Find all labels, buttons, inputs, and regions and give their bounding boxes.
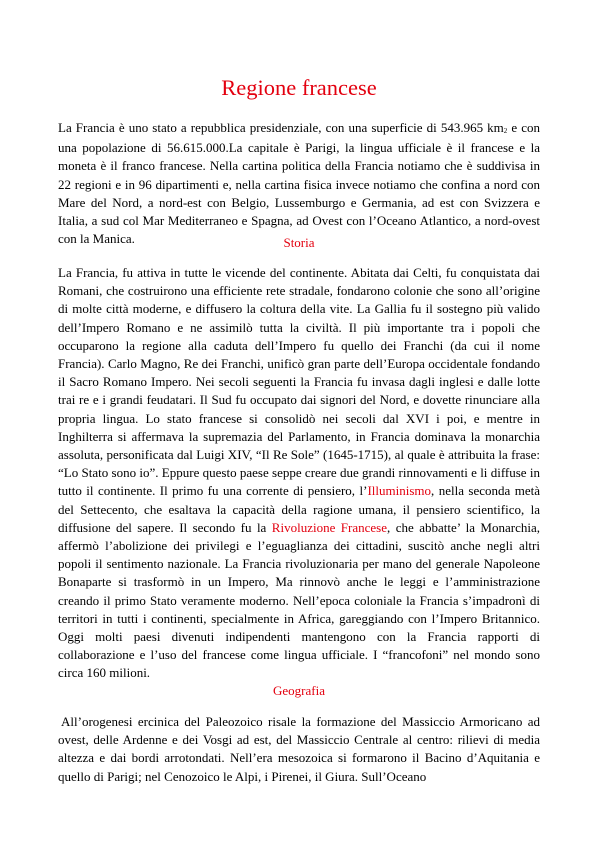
- storia-paragraph: [58, 264, 540, 683]
- intro-text-b: e con una popolazione di 56.615.000.La capitale è Parigi, la lingua ufficiale è il francese e la moneta è il franco francese. Nella cartina politica della Francia notiamo che è suddivisa in 22 regioni e in 96 dipartimenti e, nella cartina fisica invece notiamo che confina a nord con Mare del Nord, a nord-est con Belgio, Lussemburgo e Germania, ad est con Svizzera e Italia, a sud col Mar Mediterraneo e Spagna, ad Ovest con l’Oceano Atlantico, a nord-ovest con la Manica.: [58, 120, 540, 247]
- intro-paragraph: [58, 119, 540, 248]
- storia-text-c: , che abbatte’ la Monarchia, affermò l’abolizione dei privilegi e l’eguaglianza dei cittadini, suscitò anche negli altri popoli il sentimento nazionale. La Francia rivoluzionaria per mano del generale Napoleone Bonaparte si trasformò in un Impero, Ma rinnovò anche le leggi e l’amministrazione creando il primo Stato veramente moderno. Nell’epoca coloniale la Francia s’impadronì di territori in tutti i continenti, specialmente in Africa, gareggiando con l’Impero Britannico. Oggi molti paesi divenuti indipendenti mantengono con la Francia rapporti di collaborazione e l’uso del francese come lingua ufficiale. I “francofoni” nel mondo sono circa 160 milioni.: [58, 519, 540, 681]
- storia-text-a: La Francia, fu attiva in tutte le vicende del continente. Abitata dai Celti, fu conquistata dai Romani, che costruirono una efficiente rete stradale, fondarono colonie che sono all’origine di molte città moderne, e diffusero la coltura della vite. La Gallia fu il sostegno più valido dell’Impero Romano e ne assimilò tutta la civiltà. Il più importante tra i popoli che occuparono la regione alla caduta dell’Impero fu quello dei Franchi (da cui il nome Francia). Carlo Magno, Re dei Franchi, unificò gran parte dell’Europa occidentale fondando il Sacro Romano Impero. Nei secoli seguenti la Francia fu invasa dagli inglesi e dalle lotte trai re e i grandi feudatari. Il Sud fu occupato dai signori del Nord, e dovette rinunciare alla propria lingua. Lo stato francese si consolidò nei secoli dal XVI i poi, e mentre in Inghilterra si affermava la supremazia del Parlamento, in Francia dominava la monarchia assoluta, personificata dal Luigi XIV, “Il Re Sole” (1645-1715), al quale è attribuita la frase: “Lo Stato sono io”. Eppure questo paese seppe creare due grandi rinnovamenti e li diffuse in tutto il continente. Il primo fu una corrente di pensiero, l’: [58, 265, 540, 499]
- page-title: Regione francese: [221, 75, 377, 100]
- unit-subscript: 2: [503, 127, 508, 135]
- storia-text-b: , nella seconda metà del Settecento, che esaltava la capacità della ragione umana, il pensiero scientifico, la diffusione del sapere. Il secondo fu la: [58, 483, 540, 535]
- storia-heading: Storia: [283, 235, 315, 250]
- geografia-paragraph: All’orogenesi ercinica del Paleozoico risale la formazione del Massiccio Armoricano ad ovest, delle Ardenne e dei Vosgi ad est, del Massiccio Centrale al centro: rilievi di media altezza e dai bordi arrotondati. Nell’era mesozoica si formarono il Bacino d’Aquitania e quello di Parigi; nel Cenozoico le Alpi, i Pirenei, il Giura. Sull’Oceano: [58, 714, 540, 784]
- illuminismo-link[interactable]: Illuminismo: [367, 483, 431, 499]
- intro-text-a: La Francia è uno stato a repubblica presidenziale, con una superficie di 543.965 km: [58, 120, 504, 135]
- rivoluzione-francese-link[interactable]: Rivoluzione Francese: [271, 519, 388, 535]
- geografia-heading: Geografia: [273, 683, 325, 698]
